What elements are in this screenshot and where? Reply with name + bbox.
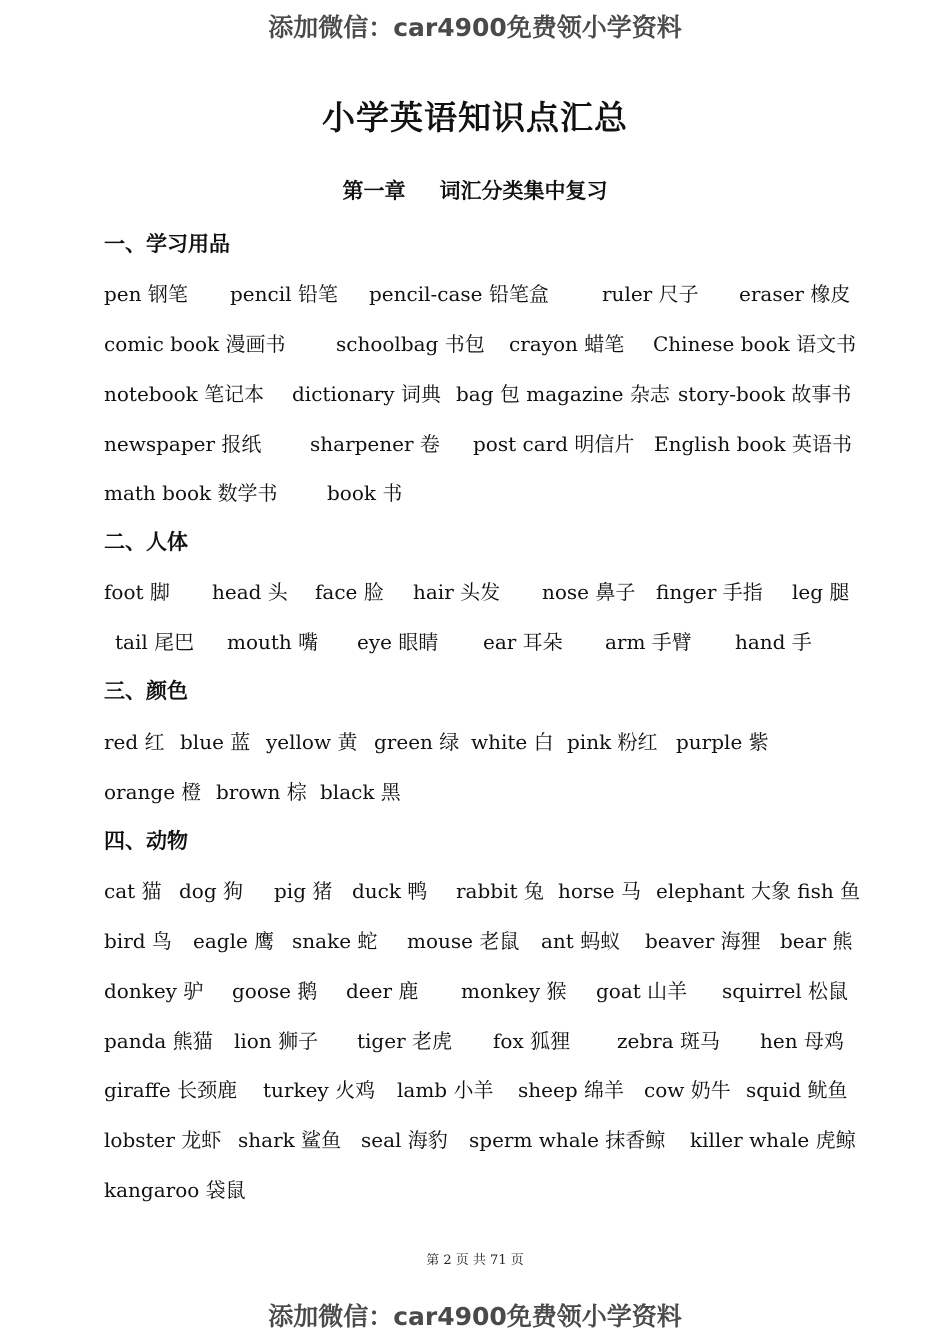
- vocabulary-item: dictionary 词典: [292, 382, 441, 406]
- vocabulary-item: pencil-case 铅笔盒: [369, 282, 549, 306]
- vocabulary-item: bear 熊: [780, 929, 853, 953]
- vocabulary-item: arm 手臂: [605, 630, 692, 654]
- vocabulary-item: lobster 龙虾: [104, 1128, 222, 1152]
- vocabulary-row: [104, 378, 852, 408]
- vocabulary-item: cow 奶牛: [644, 1078, 731, 1102]
- vocabulary-item: tail 尾巴: [115, 630, 195, 654]
- vocabulary-item: foot 脚: [104, 580, 170, 604]
- vocabulary-item: schoolbag 书包: [336, 332, 485, 356]
- document-title: 小学英语知识点汇总: [322, 98, 628, 137]
- vocabulary-row: [104, 726, 848, 756]
- vocabulary-item: deer 鹿: [346, 979, 419, 1003]
- vocabulary-item: bird 鸟: [104, 929, 172, 953]
- vocabulary-item: snake 蛇: [292, 929, 378, 953]
- vocabulary-item: red 红: [104, 730, 165, 754]
- vocabulary-item: eraser 橡皮: [739, 282, 851, 306]
- watermark-bottom: 添加微信：car4900免费领小学资料: [268, 1302, 682, 1331]
- vocabulary-item: nose 鼻子: [542, 580, 636, 604]
- vocabulary-item: pen 钢笔: [104, 282, 188, 306]
- vocabulary-item: hen 母鸡: [760, 1029, 844, 1053]
- section-heading: 一、学习用品: [104, 231, 230, 256]
- vocabulary-row: [104, 278, 851, 308]
- vocabulary-item: goat 山羊: [596, 979, 688, 1003]
- chapter-heading: [0, 175, 950, 205]
- vocabulary-item: crayon 蜡笔: [509, 332, 625, 356]
- vocabulary-item: goose 鹅: [232, 979, 318, 1003]
- vocabulary-item: beaver 海狸: [645, 929, 761, 953]
- vocabulary-item: book 书: [327, 481, 403, 505]
- vocabulary-item: eye 眼睛: [357, 630, 439, 654]
- vocabulary-item: yellow 黄: [266, 730, 358, 754]
- vocabulary-item: white 白: [471, 730, 554, 754]
- vocabulary-item: mouse 老鼠: [407, 929, 520, 953]
- vocabulary-item: monkey 猴: [461, 979, 567, 1003]
- vocabulary-item: hair 头发: [413, 580, 501, 604]
- vocabulary-item: ear 耳朵: [483, 630, 563, 654]
- vocabulary-item: shark 鲨鱼: [238, 1128, 342, 1152]
- vocabulary-item: donkey 驴: [104, 979, 204, 1003]
- section-heading: 四、动物: [104, 828, 188, 853]
- vocabulary-item: ant 蚂蚁: [541, 929, 621, 953]
- chapter-name: 词汇分类集中复习: [439, 178, 608, 203]
- vocabulary-item: story-book 故事书: [678, 382, 852, 406]
- vocabulary-item: notebook 笔记本: [104, 382, 265, 406]
- watermark-top: 添加微信：car4900免费领小学资料: [268, 13, 682, 42]
- vocabulary-item: duck 鸭: [352, 879, 428, 903]
- vocabulary-item: head 头: [212, 580, 288, 604]
- vocabulary-item: dog 狗: [179, 879, 244, 903]
- vocabulary-item: leg 腿: [792, 580, 850, 604]
- vocabulary-row: [104, 1074, 848, 1104]
- vocabulary-row: [104, 875, 861, 905]
- vocabulary-item: post card 明信片: [473, 432, 635, 456]
- vocabulary-item: sheep 绵羊: [518, 1078, 624, 1102]
- vocabulary-row: [104, 975, 848, 1005]
- vocabulary-item: brown 棕: [216, 780, 307, 804]
- vocabulary-row: [104, 776, 848, 806]
- vocabulary-item: sperm whale 抹香鲸: [469, 1128, 666, 1152]
- vocabulary-item: bag 包 magazine 杂志: [456, 382, 670, 406]
- vocabulary-item: face 脸: [315, 580, 384, 604]
- vocabulary-item: eagle 鹰: [193, 929, 275, 953]
- vocabulary-item: kangaroo 袋鼠: [104, 1178, 246, 1202]
- vocabulary-item: mouth 嘴: [227, 630, 319, 654]
- vocabulary-item: purple 紫: [676, 730, 769, 754]
- vocabulary-item: pink 粉红: [567, 730, 658, 754]
- section-heading: 三、颜色: [104, 678, 188, 703]
- vocabulary-item: orange 橙: [104, 780, 202, 804]
- vocabulary-item: elephant 大象 fish 鱼: [656, 879, 861, 903]
- vocabulary-item: turkey 火鸡: [263, 1078, 376, 1102]
- vocabulary-item: cat 猫: [104, 879, 162, 903]
- vocabulary-item: lion 狮子: [234, 1029, 319, 1053]
- vocabulary-row: [104, 328, 857, 358]
- vocabulary-item: English book 英语书: [654, 432, 852, 456]
- vocabulary-row: [104, 576, 848, 606]
- vocabulary-item: sharpener 卷: [310, 432, 440, 456]
- vocabulary-item: horse 马: [558, 879, 641, 903]
- vocabulary-row: [104, 1124, 856, 1154]
- vocabulary-item: panda 熊猫: [104, 1029, 213, 1053]
- vocabulary-item: Chinese book 语文书: [653, 332, 857, 356]
- vocabulary-item: squid 鱿鱼: [746, 1078, 848, 1102]
- vocabulary-item: hand 手: [735, 630, 812, 654]
- vocabulary-item: pencil 铅笔: [230, 282, 338, 306]
- vocabulary-row: [104, 925, 853, 955]
- vocabulary-item: pig 猪: [274, 879, 333, 903]
- vocabulary-item: tiger 老虎: [357, 1029, 452, 1053]
- vocabulary-row: [104, 477, 848, 507]
- vocabulary-item: blue 蓝: [180, 730, 251, 754]
- vocabulary-item: zebra 斑马: [617, 1029, 721, 1053]
- vocabulary-item: seal 海豹: [361, 1128, 448, 1152]
- vocabulary-item: math book 数学书: [104, 481, 278, 505]
- vocabulary-item: newspaper 报纸: [104, 432, 262, 456]
- vocabulary-item: black 黑: [320, 780, 401, 804]
- vocabulary-item: finger 手指: [656, 580, 763, 604]
- vocabulary-item: green 绿: [374, 730, 460, 754]
- vocabulary-item: killer whale 虎鲸: [690, 1128, 856, 1152]
- vocabulary-item: comic book 漫画书: [104, 332, 286, 356]
- vocabulary-row: [104, 626, 848, 656]
- vocabulary-item: giraffe 长颈鹿: [104, 1078, 238, 1102]
- vocabulary-item: lamb 小羊: [397, 1078, 494, 1102]
- page-number-footer: 第 2 页 共 71 页: [426, 1253, 524, 1268]
- chapter-number: 第一章: [342, 178, 406, 203]
- vocabulary-item: ruler 尺子: [602, 282, 699, 306]
- vocabulary-row: [104, 1025, 848, 1055]
- vocabulary-row: [104, 1174, 848, 1204]
- section-heading: 二、人体: [104, 529, 188, 554]
- vocabulary-item: squirrel 松鼠: [722, 979, 849, 1003]
- vocabulary-row: [104, 428, 852, 458]
- vocabulary-item: rabbit 兔: [456, 879, 544, 903]
- vocabulary-item: fox 狐狸: [493, 1029, 571, 1053]
